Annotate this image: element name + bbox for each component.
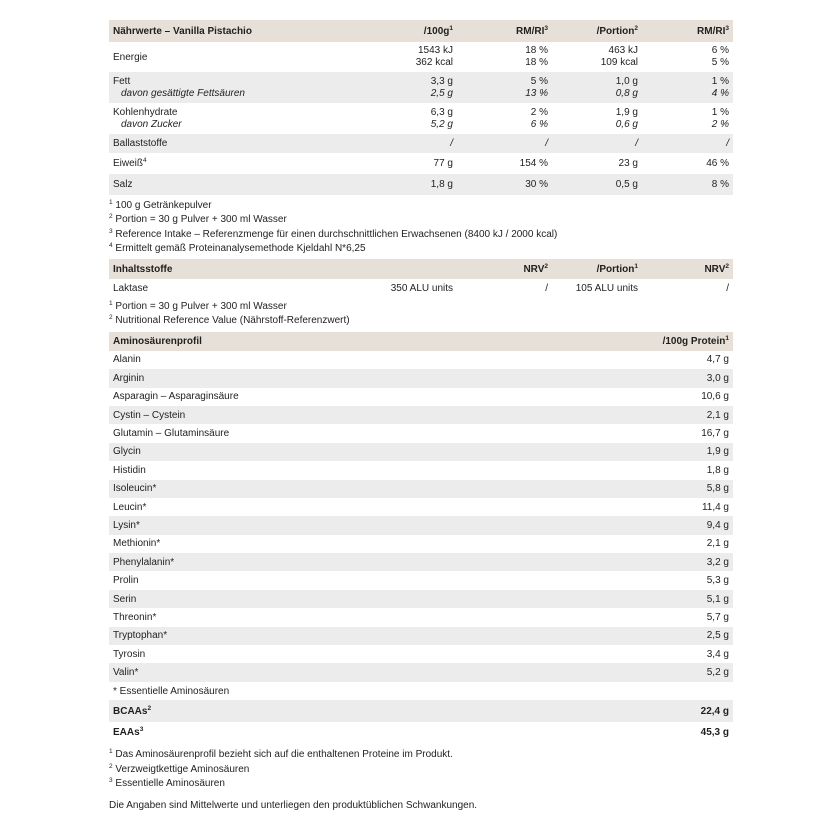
table-row: Cystin – Cystein 2,1 g xyxy=(109,406,733,424)
table-row: Arginin 3,0 g xyxy=(109,369,733,387)
table-row: Asparagin – Asparaginsäure 10,6 g xyxy=(113,391,729,403)
table-row: Prolin 5,3 g xyxy=(113,575,729,587)
footnote: $^2$ Portion = 30 g Pulver + 300 ml Wasser xyxy=(109,213,287,226)
table-row: Alanin 4,7 g xyxy=(113,354,729,366)
nutrition-footnotes xyxy=(109,199,733,256)
table-row-carbs: Kohlenhydrate davon Zucker 6,3 g 5,2 g 2 % 6 % 1,9 g 0,6 g 1 % 2 % xyxy=(113,106,729,130)
table-row-eaa: EAAs$^3$ 45,3 g xyxy=(113,726,729,739)
per-100g-protein-header: /100g Protein$^1$ xyxy=(662,334,729,347)
table-row-bcaa: BCAAs$^2$ 22,4 g xyxy=(109,700,733,722)
table-row: Tyrosin 3,4 g xyxy=(113,648,729,660)
table-row-energy: Energie 1543 kJ 362 kcal 18 % 18 % 463 kJ 109 kcal 6 % 5 % xyxy=(113,45,729,68)
rmri-portion-header: $RM/RI^3$ xyxy=(697,24,729,37)
footnote: $^3$ Essentielle Aminosäuren xyxy=(109,776,225,789)
footnote: $^1$ 100 g Getränkepulver xyxy=(109,199,212,211)
table-row-salt: Salz 1,8 g 30 % 0,5 g 8 % xyxy=(109,174,733,195)
footnote: $^1$ Portion = 30 g Pulver + 300 ml Wasser xyxy=(109,300,287,313)
table-row-lactase: Laktase 350 ALU units / 105 ALU units / xyxy=(113,283,729,295)
table-row: Methionin* 2,1 g xyxy=(113,538,729,550)
table-row: Serin 5,1 g xyxy=(109,590,733,608)
table-row: Leucin* 11,4 g xyxy=(113,501,729,513)
footnote: $^3$ Reference Intake – Referenzmenge für einen durchschnittlichen Erwachsenen (8400 kJ / 2000 kcal) xyxy=(109,227,558,240)
footnote: $^4$ Ermittelt gemäß Proteinanalysemethode Kjeldahl N*6,25 xyxy=(109,241,366,254)
footnote: $^1$ Das Aminosäurenprofil bezieht sich auf die enthaltenen Proteine im Produkt. xyxy=(109,748,453,761)
nutrition-title: Nährwerte – Vanilla Pistachio xyxy=(113,25,252,37)
table-row: Glycin 1,9 g xyxy=(109,443,733,461)
table-row: Glutamin – Glutaminsäure 16,7 g xyxy=(113,428,729,440)
table-row: Phenylalanin* 3,2 g xyxy=(109,553,733,571)
amino-table-body xyxy=(109,351,733,743)
nutrition-document xyxy=(109,20,733,811)
table-row: Lysin* 9,4 g xyxy=(109,516,733,534)
per-portion-header: /Portion$^2$ xyxy=(596,24,638,37)
ingredients-portion-header: /Portion$^1$ xyxy=(596,262,638,275)
table-row: Valin* 5,2 g xyxy=(109,663,733,681)
table-row-fiber: Ballaststoffe / / / / xyxy=(109,134,733,153)
table-row: Isoleucin* 5,8 g xyxy=(109,480,733,498)
ingredients-header-row xyxy=(109,259,733,279)
footnote: $^2$ Nutritional Reference Value (Nährstoff-Referenzwert) xyxy=(109,314,350,327)
table-row: Threonin* 5,7 g xyxy=(113,611,729,623)
table-row: Tryptophan* 2,5 g xyxy=(109,627,733,645)
table-row: Histidin 1,8 g xyxy=(113,464,729,476)
footnote: $^2$ Verzweigtkettige Aminosäuren xyxy=(109,762,250,775)
ingredients-title: Inhaltsstoffe xyxy=(113,263,173,275)
essential-note: * Essentielle Aminosäuren xyxy=(113,685,230,697)
rmri-header: $RM/RI^3$ xyxy=(516,24,548,37)
amino-title: Aminosäurenprofil xyxy=(113,335,202,347)
nutrition-header-row xyxy=(109,20,733,42)
table-row-protein: Eiweiß$^4$ 77 g 154 % 23 g 46 % xyxy=(113,157,729,169)
nrv-header: NRV$^2$ xyxy=(523,262,548,275)
final-note: Die Angaben sind Mittelwerte und unterliegen den produktüblichen Schwankungen. xyxy=(109,800,478,812)
amino-header-row xyxy=(109,332,733,351)
per-100g-header: $/100g^1$ xyxy=(423,24,453,37)
table-row-fat: Fett davon gesättigte Fettsäuren 3,3 g 2,5 g 5 % 13 % 1,0 g 0,8 g 1 % 4 % xyxy=(109,72,733,103)
ingredients-footnotes xyxy=(109,300,733,329)
nrv-portion-header: NRV$^2$ xyxy=(704,262,729,275)
amino-footnotes xyxy=(109,748,733,791)
